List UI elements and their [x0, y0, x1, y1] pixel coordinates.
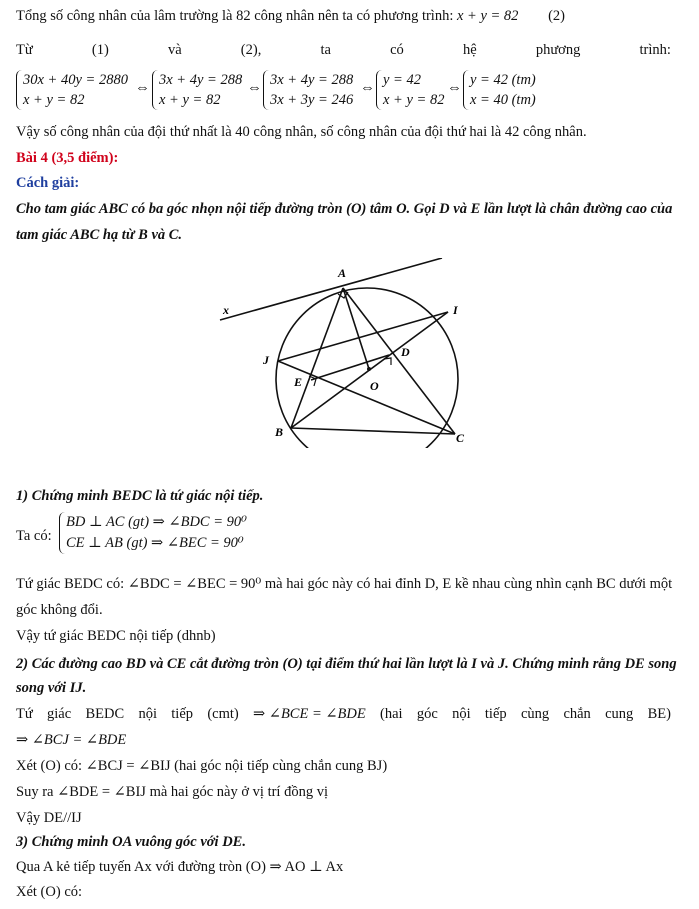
word: (cmt) — [207, 706, 239, 722]
text: Ta có: — [16, 528, 52, 544]
brace — [376, 70, 382, 110]
part1-heading: 1) Chứng minh BEDC là tứ giác nội tiếp. — [16, 488, 264, 504]
word: ta — [320, 42, 331, 58]
word: giác — [47, 706, 72, 722]
text: Suy ra ∠BDE = ∠BIJ mà hai góc này ở vị trí đồng vị — [16, 784, 328, 800]
solution-heading: Cách giải: — [16, 175, 80, 191]
label-i: I — [453, 303, 458, 317]
tangent-ax — [220, 258, 442, 320]
equation: x + y = 82 — [456, 8, 519, 24]
brace — [263, 70, 269, 110]
text: Xét (O) có: ∠BCJ = ∠BIJ (hai góc nội tiếp cùng chắn cung BJ) — [16, 758, 388, 774]
label-j: J — [263, 353, 269, 367]
text: Tổng số công nhân của lâm trường là 82 công nhân nên ta có phương trình: — [16, 8, 457, 24]
word: góc — [416, 706, 438, 722]
text: Vậy tứ giác BEDC nội tiếp (dhnb) — [16, 628, 216, 644]
brace — [16, 70, 22, 110]
justified-line — [16, 706, 671, 723]
equation-line — [16, 8, 565, 25]
point-o — [367, 367, 371, 371]
word: Từ — [16, 42, 33, 58]
eq-row: 30x + 40y = 2880 — [23, 72, 128, 88]
given-system — [66, 512, 247, 554]
given-row: CE ⊥ AB (gt) ⇒ ∠BEC = 90⁰ — [66, 535, 244, 551]
segment-ji — [278, 312, 448, 361]
system-5 — [470, 70, 536, 110]
eq-row: 3x + 4y = 288 — [159, 72, 243, 88]
problem-statement: tam giác ABC hạ từ B và C. — [16, 227, 183, 243]
equation: ⇒ ∠BCE = ∠BDE — [253, 706, 366, 722]
brace — [59, 512, 65, 554]
right-angle-d — [384, 358, 391, 365]
part3-heading: 3) Chứng minh OA vuông góc với DE. — [16, 834, 246, 850]
word: nội — [138, 706, 157, 722]
word: trình: — [639, 42, 671, 58]
text: Tứ giác BEDC có: ∠BDC = ∠BEC = 90⁰ mà hai góc này có hai đỉnh D, E kề nhau cùng nhìn cạnh BC dưới một — [16, 576, 673, 592]
word: có — [390, 42, 404, 58]
segment-bc — [291, 428, 455, 434]
word: cung — [605, 706, 634, 722]
equivalence-arrow: ⇔ — [447, 80, 462, 96]
label-d: D — [401, 345, 410, 359]
given-row: BD ⊥ AC (gt) ⇒ ∠BDC = 90⁰ — [66, 514, 247, 530]
word: chắn — [563, 706, 591, 722]
segment-ao — [343, 288, 369, 369]
word: BE) — [647, 706, 671, 722]
brace — [463, 70, 469, 110]
word: tiếp — [484, 706, 507, 722]
word: tiếp — [171, 706, 194, 722]
equation-number: (2) — [548, 8, 565, 24]
geometry-figure — [205, 258, 495, 448]
text: Xét (O) có: — [16, 884, 83, 900]
segment-ab — [291, 288, 343, 428]
text: góc không đổi. — [16, 602, 103, 618]
eq-row: x + y = 82 — [383, 92, 445, 108]
system-2 — [159, 70, 242, 110]
part2-heading: 2) Các đường cao BD và CE cắt đường tròn (O) tại điểm thứ hai lần lượt là I và J. Chứng minh rằng DE song — [16, 656, 677, 672]
label-o: O — [370, 379, 379, 393]
part2-heading: song với IJ. — [16, 680, 87, 696]
equation-line: ⇒ ∠BCJ = ∠BDE — [16, 732, 127, 748]
system-4 — [383, 70, 444, 110]
label-e: E — [294, 375, 303, 389]
word: (1) — [91, 42, 109, 58]
problem-statement: Cho tam giác ABC có ba góc nhọn nội tiếp đường tròn (O) tâm O. Gọi D và E lần lượt là chân đường cao của — [16, 201, 673, 217]
segment-ed — [311, 355, 389, 380]
label-x: x — [223, 303, 229, 317]
label-a: A — [338, 266, 347, 280]
segment-ac — [343, 288, 455, 434]
eq-row: 3x + 4y = 288 — [270, 72, 354, 88]
word: hệ — [462, 42, 477, 58]
word: (hai — [380, 706, 403, 722]
eq-row: x + y = 82 — [159, 92, 221, 108]
label-b: B — [275, 425, 284, 439]
eq-row: y = 42 (tm) — [470, 72, 536, 88]
word: BEDC — [85, 706, 125, 722]
text: Qua A kẻ tiếp tuyến Ax với đường tròn (O) ⇒ AO ⊥ Ax — [16, 859, 344, 875]
equivalence-arrow: ⇔ — [360, 80, 375, 96]
word: Tứ — [16, 706, 33, 722]
equivalence-arrow: ⇔ — [135, 80, 150, 96]
equivalence-arrow: ⇔ — [247, 80, 262, 96]
system-intro-line — [16, 42, 671, 59]
system-1 — [23, 70, 128, 110]
eq-row: y = 42 — [383, 72, 421, 88]
system-3 — [270, 70, 353, 110]
eq-row: x = 40 (tm) — [470, 92, 536, 108]
eq-row: 3x + 3y = 246 — [270, 92, 354, 108]
conclusion-text: Vậy số công nhân của đội thứ nhất là 40 công nhân, số công nhân của đội thứ hai là 42 công nhân. — [16, 124, 587, 140]
word: và — [167, 42, 182, 58]
word: (2), — [240, 42, 262, 58]
word: nội — [452, 706, 471, 722]
brace — [152, 70, 158, 110]
eq-row: x + y = 82 — [23, 92, 85, 108]
label-c: C — [456, 431, 465, 445]
text: Vậy DE//IJ — [16, 810, 82, 826]
word: phương — [535, 42, 581, 58]
section-heading: Bài 4 (3,5 điểm): — [16, 150, 119, 166]
word: cùng — [520, 706, 550, 722]
